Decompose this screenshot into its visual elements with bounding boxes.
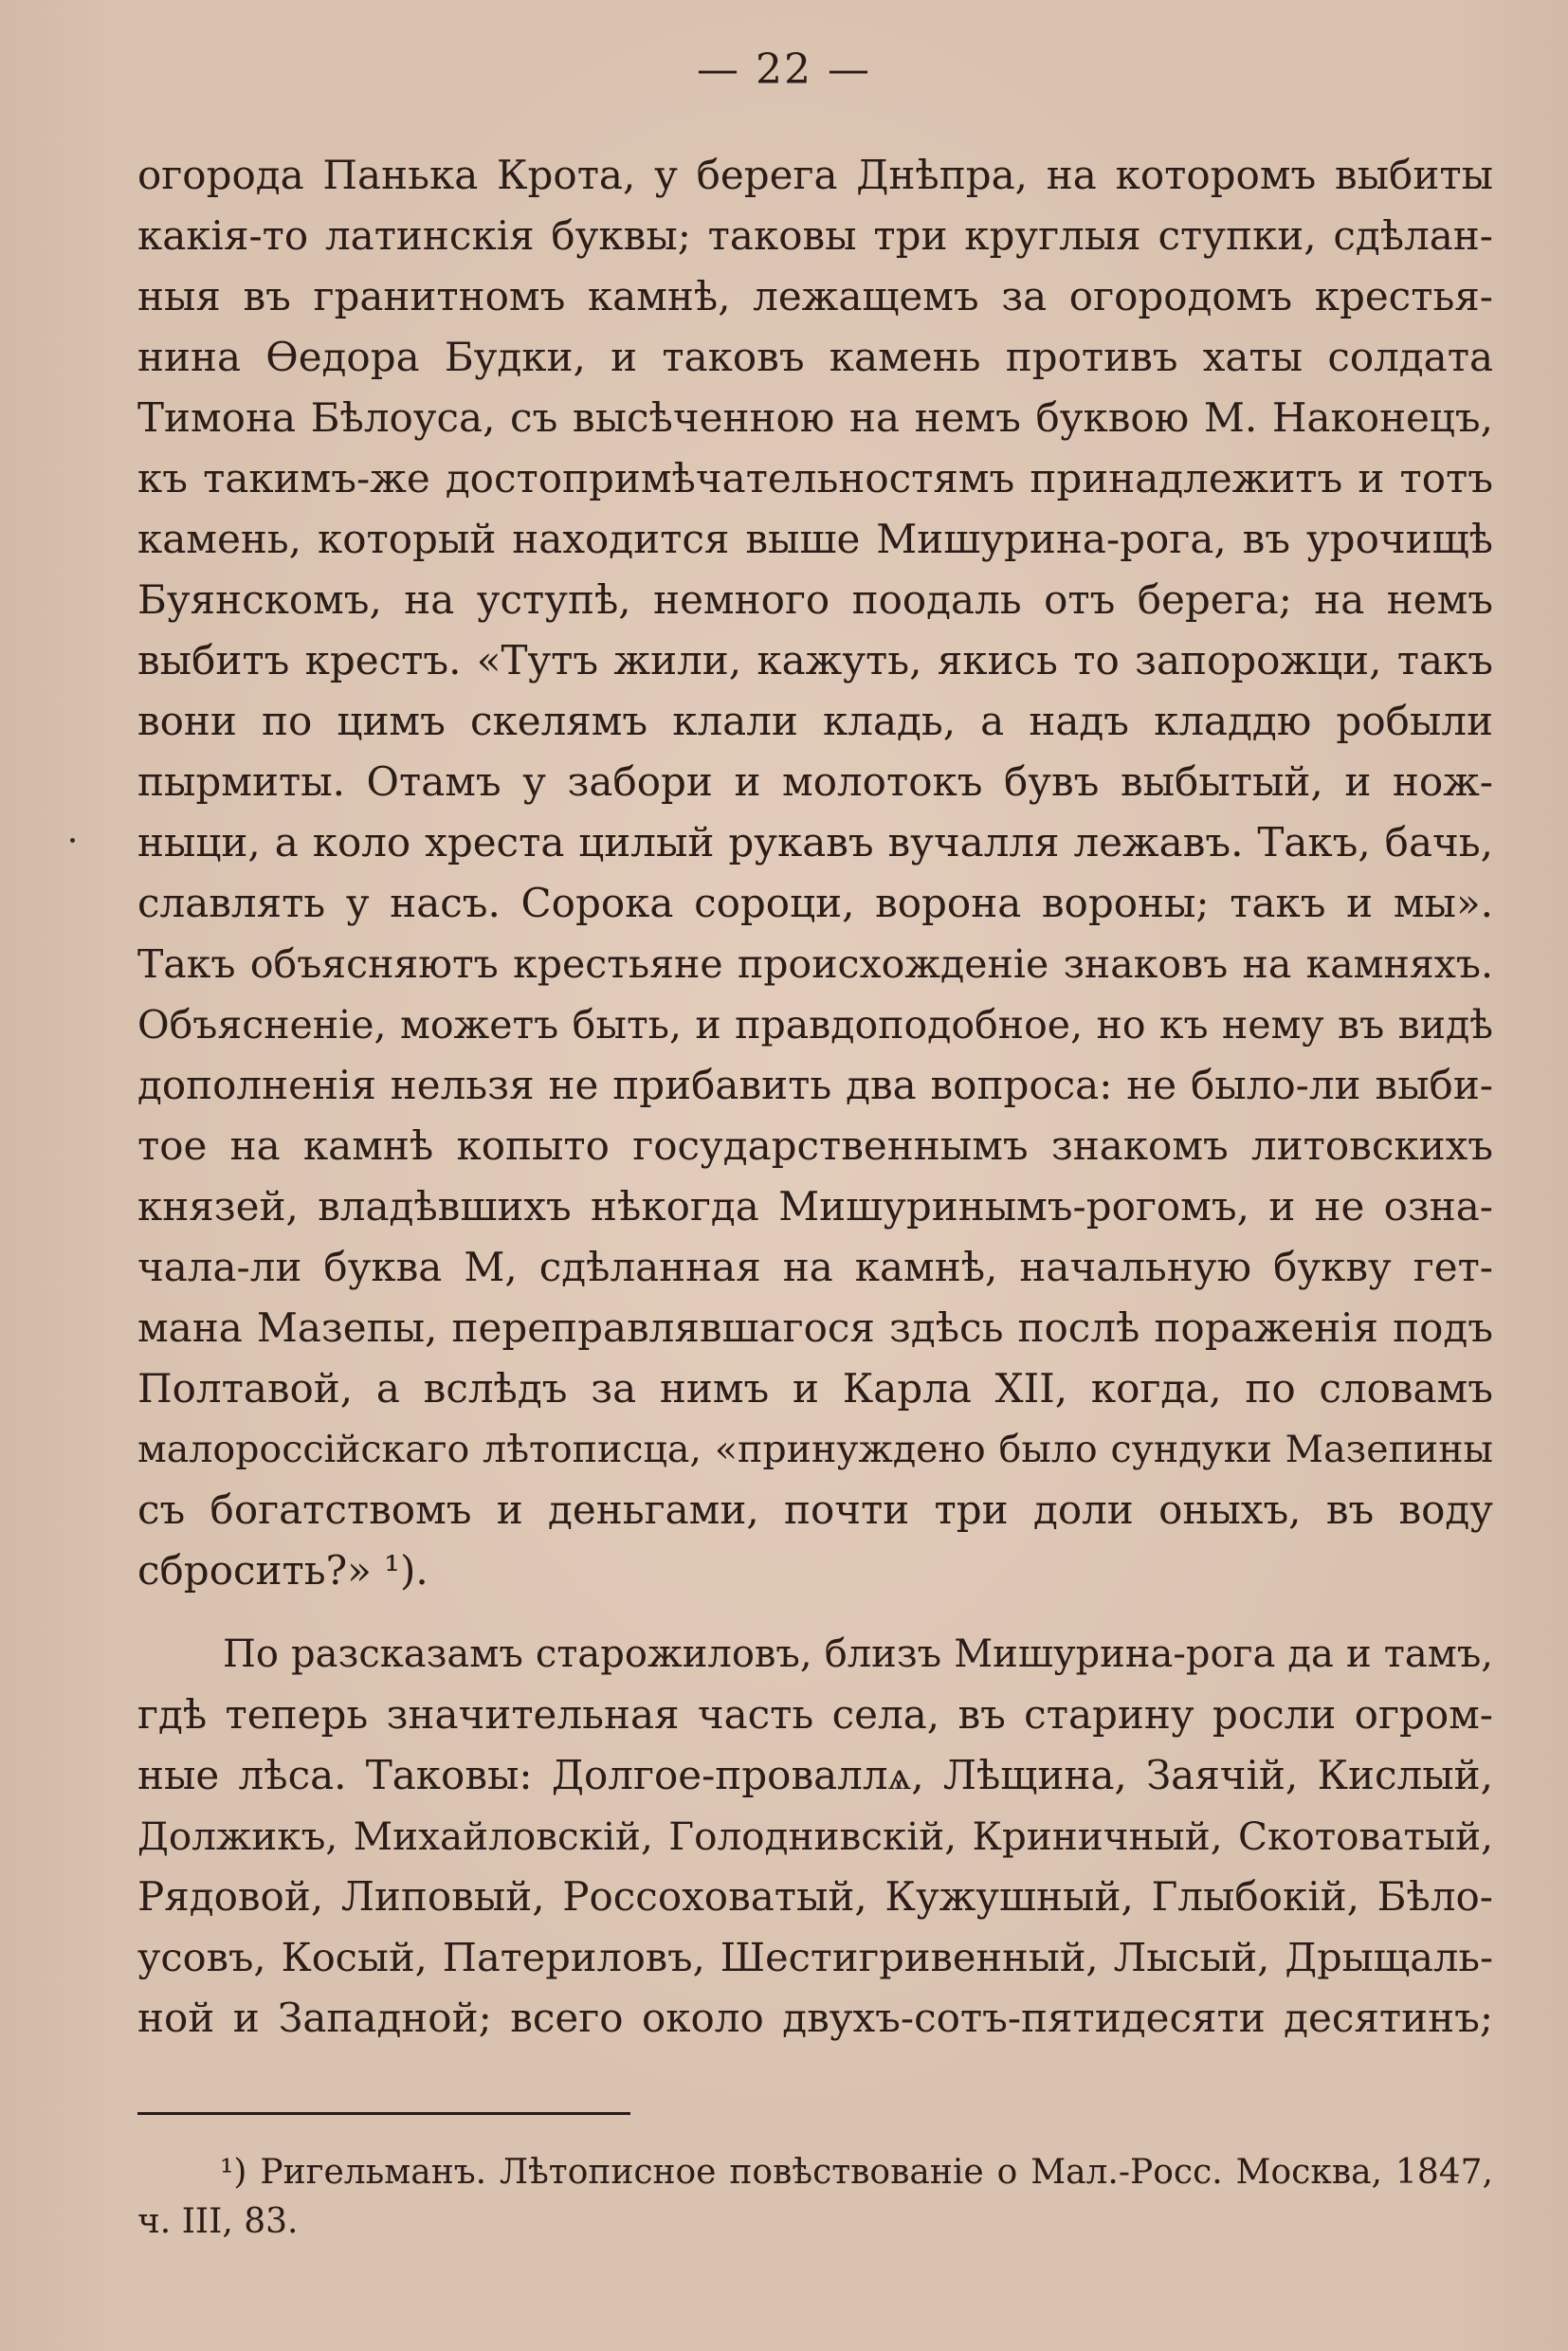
- text-line: Буянскомъ, на уступѣ, немного поодаль отъ берега; на немъ: [137, 576, 1493, 623]
- text-line: гдѣ теперь значительная часть села, въ старину росли огром-: [137, 1691, 1493, 1738]
- text-line: дополненія нельзя не прибавить два вопроса: не было-ли выби-: [137, 1062, 1493, 1108]
- footnote-line: ¹) Ригельманъ. Лѣтописное повѣствованіе о Мал.-Росс. Москва, 1847,: [220, 2153, 1493, 2192]
- text-line: По разсказамъ старожиловъ, близъ Мишурина-рога да и тамъ,: [223, 1632, 1493, 1676]
- text-line: нина Ѳедора Будки, и таковъ камень противъ хаты солдата: [137, 334, 1493, 380]
- text-line: Объясненіе, можетъ быть, и правдоподобное, но къ нему въ видѣ: [137, 1002, 1493, 1048]
- text-line: огорода Панька Крота, у берега Днѣпра, на которомъ выбиты: [137, 152, 1493, 198]
- text-line: чала-ли буква М, сдѣланная на камнѣ, начальную букву гет-: [137, 1244, 1493, 1290]
- text-line: ныци, а коло хреста цилый рукавъ вучалля лежавъ. Такъ, бачь,: [137, 819, 1493, 866]
- text-line: къ такимъ-же достопримѣчательностямъ принадлежитъ и тотъ: [137, 455, 1493, 501]
- text-line: выбитъ крестъ. «Тутъ жили, кажуть, якись то запорожци, такъ: [137, 637, 1493, 683]
- text-line: Такъ объясняютъ крестьяне происхожденіе знаковъ на камняхъ.: [137, 941, 1493, 987]
- text-line: князей, владѣвшихъ нѣкогда Мишуринымъ-рогомъ, и не озна-: [137, 1183, 1493, 1230]
- text-line: пырмиты. Отамъ у забори и молотокъ бувъ выбытый, и нож-: [137, 758, 1493, 805]
- text-line: ной и Западной; всего около двухъ-сотъ-пятидесяти десятинъ;: [137, 1995, 1493, 2041]
- text-line: Тимона Бѣлоуса, съ высѣченною на немъ буквою М. Наконецъ,: [137, 394, 1493, 441]
- text-line: усовъ, Косый, Патериловъ, Шестигривенный, Лысый, Дрыщаль-: [137, 1934, 1493, 1980]
- text-line: съ богатствомъ и деньгами, почти три доли оныхъ, въ воду: [137, 1486, 1493, 1533]
- text-line: ныя въ гранитномъ камнѣ, лежащемъ за огородомъ крестья-: [137, 273, 1493, 319]
- text-line: славлять у насъ. Сорока сороци, ворона вороны; такъ и мы».: [137, 880, 1493, 926]
- text-line: какія-то латинскія буквы; таковы три круглыя ступки, сдѣлан-: [137, 212, 1493, 259]
- text-line: Должикъ, Михайловскій, Голоднивскій, Криничный, Скотоватый,: [137, 1813, 1493, 1859]
- footnote-rule: [137, 2112, 630, 2115]
- text-line: Рядовой, Липовый, Россоховатый, Кужушный, Глыбокій, Бѣло-: [137, 1873, 1493, 1920]
- text-line: вони по цимъ скелямъ клали кладь, а надъ кладдю робыли: [137, 698, 1493, 744]
- text-line: мана Мазепы, переправлявшагося здѣсь послѣ пораженія подъ: [137, 1304, 1493, 1351]
- text-line: малороссійскаго лѣтописца, «принуждено было сундуки Мазепины: [137, 1428, 1493, 1471]
- text-line: ные лѣса. Таковы: Долгое-проваллѧ, Лѣщина, Заячій, Кислый,: [137, 1752, 1493, 1798]
- text-line: сбросить?» ¹).: [137, 1547, 428, 1594]
- text-line: Полтавой, а вслѣдъ за нимъ и Карла XII, когда, по словамъ: [137, 1365, 1493, 1412]
- footnote-line: ч. III, 83.: [137, 2202, 299, 2241]
- text-line: камень, который находится выше Мишурина-рога, въ урочищѣ: [137, 516, 1493, 562]
- text-line: тое на камнѣ копыто государственнымъ знакомъ литовскихъ: [137, 1122, 1493, 1169]
- page-number: — 22 —: [697, 46, 871, 94]
- margin-mark: [70, 838, 75, 843]
